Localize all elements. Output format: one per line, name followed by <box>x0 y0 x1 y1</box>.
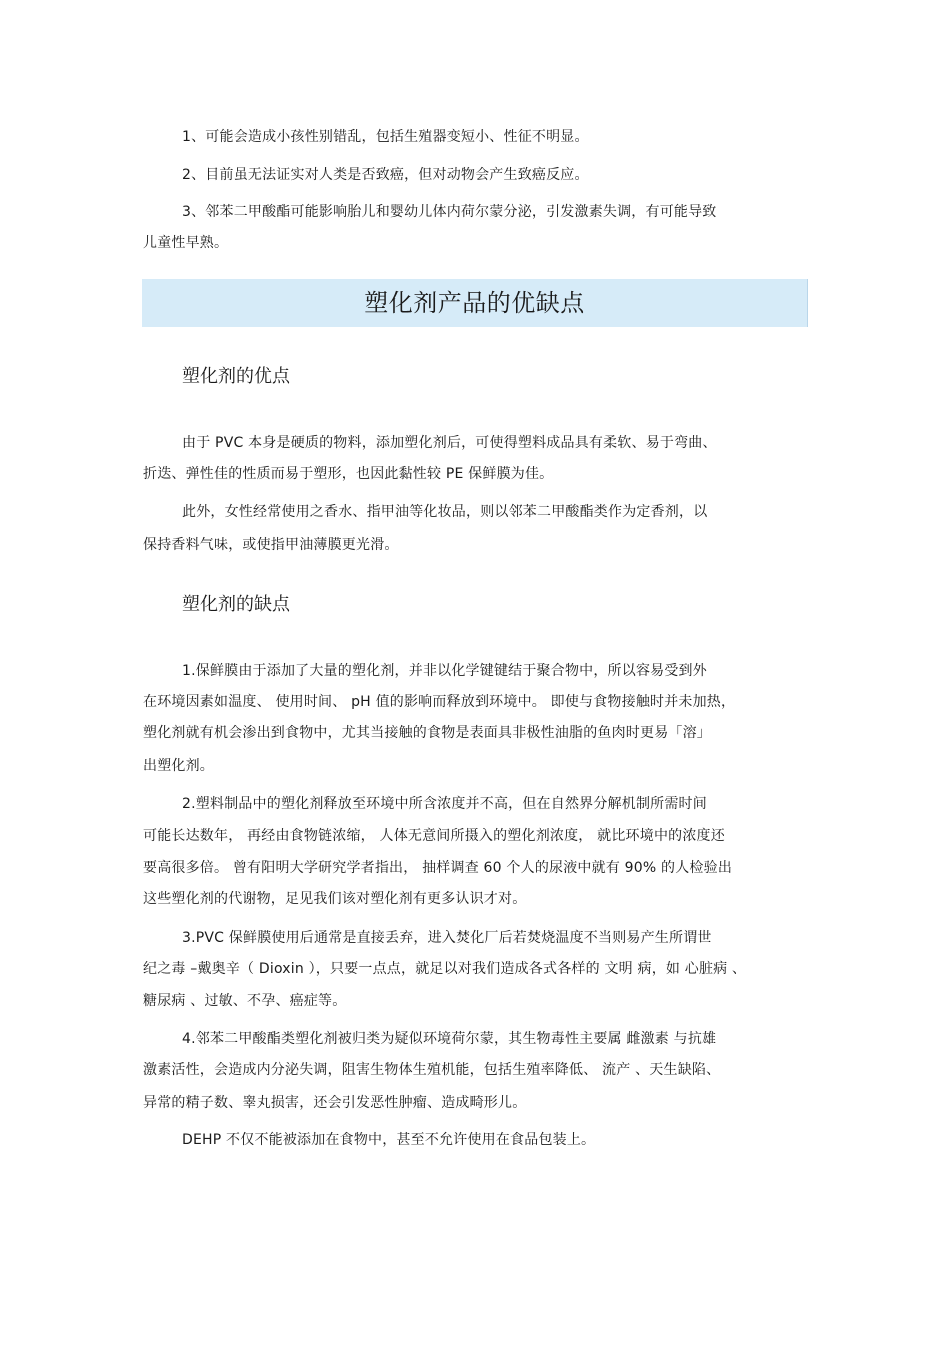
cons-item-4-line-1: 4.邻苯二甲酸酯类塑化剂被归类为疑似环境荷尔蒙，其生物毒性主要属 雌激素 与抗雄 <box>182 1031 717 1047</box>
pros-paragraph-1-line-2: 折迭、弹性佳的性质而易于塑形，也因此黏性较 PE 保鲜膜为佳。 <box>143 466 554 482</box>
cons-item-1-line-3: 塑化剂就有机会渗出到食物中，尤其当接触的食物是表面具非极性油脂的鱼肉时更易「溶」 <box>143 725 711 741</box>
cons-item-4-line-2: 激素活性，会造成内分泌失调，阻害生物体生殖机能，包括生殖率降低、 流产 、天生缺陷、 <box>143 1062 721 1078</box>
cons-item-2-line-3: 要高很多倍。 曾有阳明大学研究学者指出， 抽样调查 60 个人的尿液中就有 90% 的人检验出 <box>143 860 733 876</box>
pros-paragraph-2-line-2: 保持香料气味，或使指甲油薄膜更光滑。 <box>143 537 399 553</box>
cons-item-1-line-1: 1.保鲜膜由于添加了大量的塑化剂，并非以化学键键结于聚合物中，所以容易受到外 <box>182 663 707 679</box>
cons-item-5-line-1: DEHP 不仅不能被添加在食物中，甚至不允许使用在食品包装上。 <box>182 1132 596 1148</box>
cons-item-2-line-4: 这些塑化剂的代谢物，足见我们该对塑化剂有更多认识才对。 <box>143 891 527 907</box>
pros-heading: 塑化剂的优点 <box>182 366 290 387</box>
intro-item-2: 2、目前虽无法证实对人类是否致癌，但对动物会产生致癌反应。 <box>182 167 589 183</box>
intro-item-3-line-1: 3、邻苯二甲酸酯可能影响胎儿和婴幼儿体内荷尔蒙分泌，引发激素失调，有可能导致 <box>182 204 717 220</box>
intro-item-3-line-2: 儿童性早熟。 <box>143 235 229 251</box>
cons-item-3-line-2: 纪之毒 –戴奥辛（ Dioxin ），只要一点点，就足以对我们造成各式各样的 文明 病，如 心脏病 、 <box>143 961 747 977</box>
cons-item-1-line-4: 出塑化剂。 <box>143 758 214 774</box>
cons-item-1-line-2: 在环境因素如温度、 使用时间、 pH 值的影响而释放到环境中。 即使与食物接触时并未加热， <box>143 694 736 710</box>
cons-item-3-line-3: 糖尿病 、过敏、不孕、癌症等。 <box>143 993 347 1009</box>
cons-heading: 塑化剂的缺点 <box>182 594 290 615</box>
cons-item-2-line-1: 2.塑料制品中的塑化剂释放至环境中所含浓度并不高，但在自然界分解机制所需时间 <box>182 796 707 812</box>
cons-item-3-line-1: 3.PVC 保鲜膜使用后通常是直接丢弃，进入焚化厂后若焚烧温度不当则易产生所谓世 <box>182 930 712 946</box>
cons-item-2-line-2: 可能长达数年， 再经由食物链浓缩， 人体无意间所摄入的塑化剂浓度， 就比环境中的浓度还 <box>143 828 725 844</box>
pros-paragraph-1-line-1: 由于 PVC 本身是硬质的物料，添加塑化剂后，可使得塑料成品具有柔软、易于弯曲、 <box>182 435 717 451</box>
section-title: 塑化剂产品的优缺点 <box>364 289 585 317</box>
intro-item-1: 1、可能会造成小孩性别错乱，包括生殖器变短小、性征不明显。 <box>182 129 589 145</box>
section-banner <box>142 279 808 327</box>
cons-item-4-line-3: 异常的精子数、睾丸损害，还会引发恶性肿瘤、造成畸形儿。 <box>143 1095 527 1111</box>
pros-paragraph-2-line-1: 此外，女性经常使用之香水、指甲油等化妆品，则以邻苯二甲酸酯类作为定香剂，以 <box>182 504 708 520</box>
